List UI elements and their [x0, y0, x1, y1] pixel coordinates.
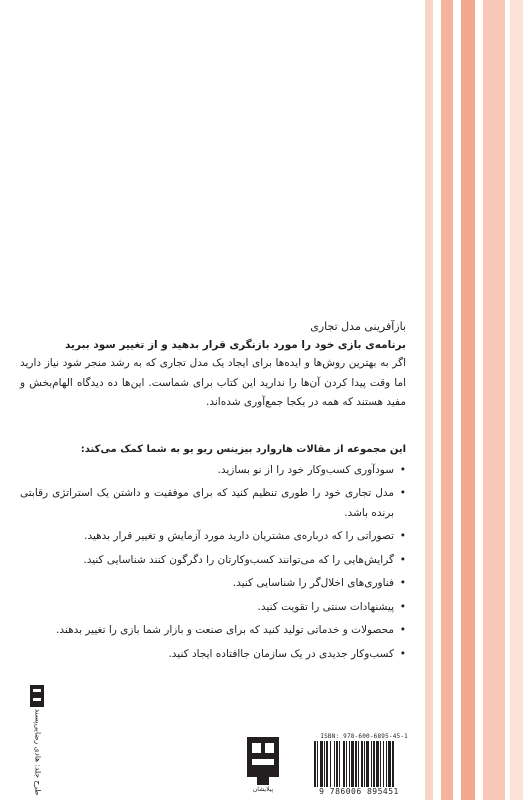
list-item: • محصولات و خدماتی تولید کنید که برای صنعت و بازار شما بازی را تغییر بدهند.: [20, 621, 406, 641]
list-item: • فناوری‌های اخلال‌گر را شناسایی کنید.: [20, 574, 406, 594]
isbn-label: ISBN: 978-600-6895-45-1: [320, 733, 408, 740]
decorative-stripe: [483, 0, 505, 800]
barcode-icon: [313, 741, 408, 787]
cover-design-credit-text: طرح جلد: هادی رضایی‌پسند: [33, 708, 43, 796]
intro-paragraph: اگر به بهترین روش‌ها و ایده‌ها برای ایجاد یک مدل تجاری که به رشد منجر شود نیاز دارید اما وقت پیدا کردن آن‌ها را ندارید این کتاب برای شماست. این‌ها ده دیدگاه الهام‌بخش و مفید هستند که همه در یکجا جمع‌آوری شده‌اند.: [20, 357, 406, 408]
barcode-digits: 9 786006 895451: [308, 787, 410, 796]
list-item: • سودآوری کسب‌وکار خود را از نو بسازید.: [20, 461, 406, 481]
benefit-list: [20, 461, 406, 665]
publisher-logo-icon: [245, 735, 281, 793]
decorative-stripe: [425, 0, 433, 800]
decorative-stripe: [441, 0, 453, 800]
publisher-name: پیلایشان: [252, 786, 274, 793]
list-item: • کسب‌وکار جدیدی در یک سازمان جاافتاده ایجاد کنید.: [20, 645, 406, 665]
back-cover-text: [20, 318, 406, 668]
cover-design-credit: [18, 708, 58, 796]
list-item: • گرایش‌هایی را که می‌توانند کسب‌وکارتان را دگرگون کنند شناسایی کنید.: [20, 551, 406, 571]
decorative-stripe: [510, 0, 523, 800]
book-subtitle: برنامه‌ی بازی خود را مورد بازنگری قرار بدهید و از تغییر سود ببرید: [64, 339, 406, 351]
decorative-stripe: [461, 0, 475, 800]
list-item: • مدل تجاری خود را طوری تنظیم کنید که برای موفقیت و داشتن یک استراتژی رقابتی برنده باشد.: [20, 484, 406, 523]
list-item: • تصوراتی را که درباره‌ی مشتریان دارید مورد آزمایش و تغییر قرار بدهید.: [20, 527, 406, 547]
list-item: • پیشنهادات سنتی را تقویت کنید.: [20, 598, 406, 618]
publisher-mark-icon: [30, 685, 44, 707]
book-title: بازآفرینی مدل تجاری: [310, 320, 406, 333]
list-heading: این مجموعه از مقالات هاروارد بیزینس ریو یو به شما کمک می‌کند:: [80, 443, 406, 455]
